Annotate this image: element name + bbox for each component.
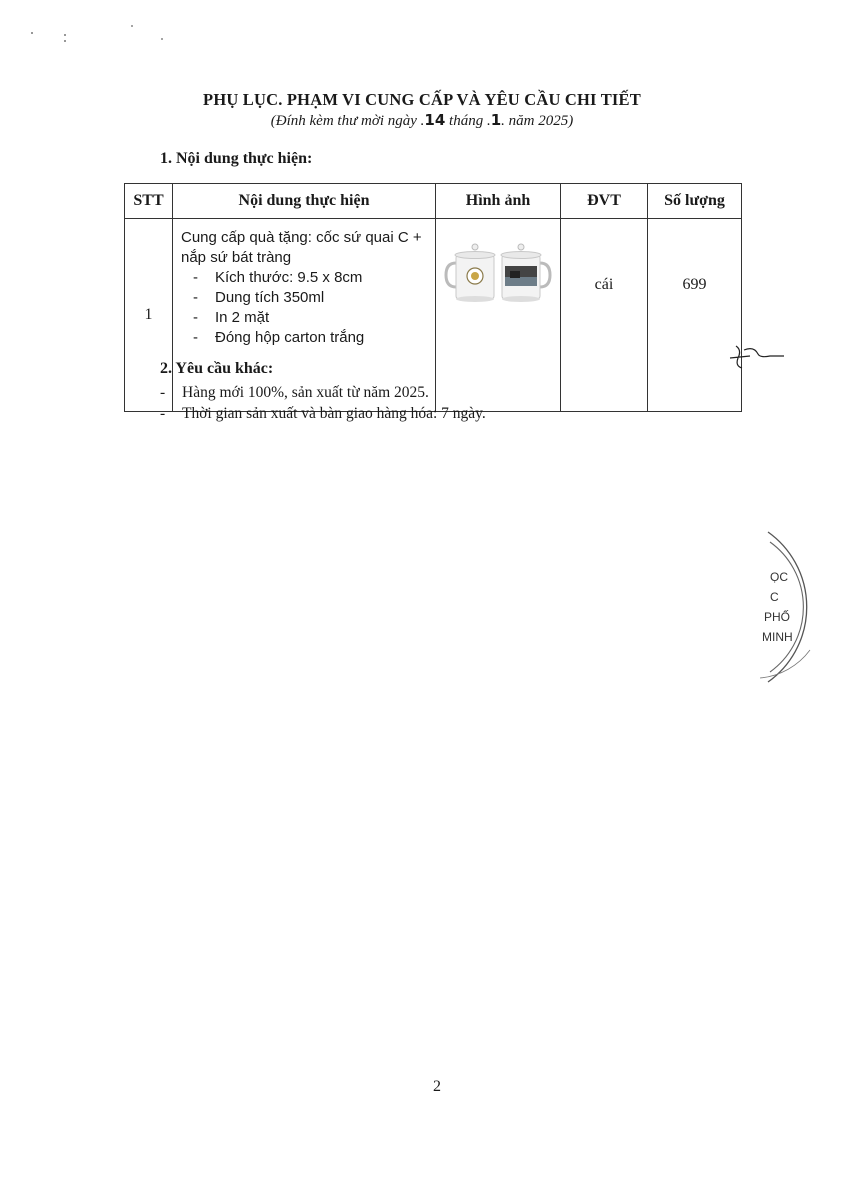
document-page: PHỤ LỤC. PHẠM VI CUNG CẤP VÀ YÊU CẦU CHI TIẾT (Đính kèm thư mời ngày .14 tháng .1. năm 2025) 1. Nội dung thực hiện: STT Nội dung thực hiện Hình ảnh ĐVT Số lượng 1 Cung cấp quà tặng: cốc sứ quai C + nắp sứ bát tràng - Kích thước: 9.5 x 8cm - Dung tích 350ml - In 2 mặt - Đóng hộp carton trắng cái 699 2. Yêu cầu khác: - Hàng mới 100%, sản xuất từ năm 2025. - Thời gian sản xuất và bàn giao hàng hóa: 7 ngày. ỌC C PHỐ MINH 2 (0, 0, 844, 1200)
spec-item: - In 2 mặt (193, 309, 270, 326)
official-seal (740, 530, 844, 690)
mug-pair-icon (442, 243, 554, 305)
page-number: 2 (433, 1078, 441, 1095)
subtitle-suffix: . năm 2025) (501, 113, 574, 129)
spec-list (181, 268, 429, 348)
description-line1: Cung cấp quà tặng: cốc sứ quai C + (181, 229, 422, 246)
handwritten-month: 1 (490, 111, 502, 129)
section2-heading: 2. Yêu cầu khác: (160, 360, 274, 377)
header-stt: STT (125, 184, 173, 219)
seal-text: C (770, 590, 779, 604)
spec-text: Đóng hộp carton trắng (215, 329, 365, 346)
seal-text: MINH (762, 630, 793, 644)
subtitle-middle: tháng . (445, 113, 491, 129)
signature-initial (728, 340, 788, 370)
spec-item: - Đóng hộp carton trắng (193, 329, 365, 346)
header-quantity: Số lượng (648, 184, 742, 219)
description-line2: nắp sứ bát tràng (181, 249, 292, 266)
cell-stt: 1 (125, 219, 173, 412)
spec-text: Dung tích 350ml (215, 289, 325, 306)
requirement-text: Hàng mới 100%, sản xuất từ năm 2025. (182, 384, 429, 401)
seal-text: PHỐ (764, 610, 791, 624)
subtitle-prefix: (Đính kèm thư mời ngày . (270, 113, 425, 129)
table-header-row (125, 184, 742, 219)
cell-image (436, 219, 561, 412)
cell-content (173, 219, 436, 412)
section1-heading: 1. Nội dung thực hiện: (160, 150, 313, 167)
spec-text: Kích thước: 9.5 x 8cm (215, 269, 363, 286)
spec-item: - Dung tích 350ml (193, 289, 325, 306)
requirement-text: Thời gian sản xuất và bàn giao hàng hóa: 7 ngày. (182, 405, 486, 422)
cell-unit: cái (561, 219, 648, 412)
spec-item: - Kích thước: 9.5 x 8cm (193, 269, 363, 286)
document-subtitle (0, 111, 844, 130)
seal-text: ỌC (770, 570, 788, 584)
table-row (125, 219, 742, 412)
spec-text: In 2 mặt (215, 309, 270, 326)
header-content: Nội dung thực hiện (173, 184, 436, 219)
header-image: Hình ảnh (436, 184, 561, 219)
header-unit: ĐVT (561, 184, 648, 219)
scan-specks (30, 25, 180, 55)
handwritten-day: 14 (424, 111, 446, 129)
document-title: PHỤ LỤC. PHẠM VI CUNG CẤP VÀ YÊU CẦU CHI TIẾT (203, 90, 641, 109)
cell-quantity: 699 (648, 219, 742, 412)
